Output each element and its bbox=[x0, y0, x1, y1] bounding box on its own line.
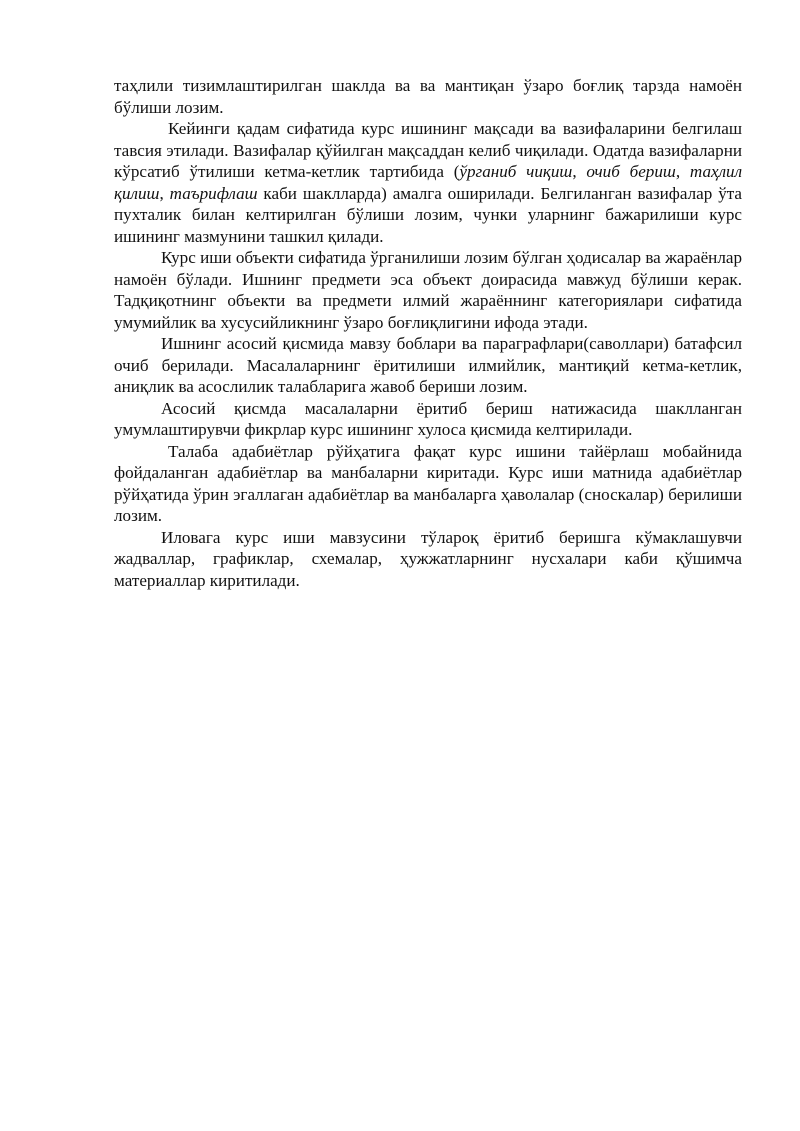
paragraph-7: Иловага курс иши мавзусини тўлароқ ёритиб беришга кўмаклашувчи жадваллар, графиклар, схемалар, ҳужжатларнинг нусхалари каби қўшимча материаллар киритилади. bbox=[114, 527, 742, 590]
separator-2: , bbox=[675, 162, 690, 181]
paragraph-1: таҳлили тизимлаштирилган шаклда ва ва мантиқан ўзаро боғлиқ тарзда намоён бўлиши лозим. bbox=[114, 76, 742, 117]
paragraph-5: Асосий қисмда масалаларни ёритиб бериш натижасида шаклланган умумлаштирувчи фикрлар курс ишининг хулоса қисмида келтирилади. bbox=[114, 398, 742, 439]
italic-term-4: таърифлаш bbox=[169, 183, 258, 203]
paragraph-2-text-a: Кейинги қадам сифатида курс ишининг мақсади ва вазифаларини белгилаш тавсия этилади. Вазифалар қўйилган мақсаддан келиб чиқилади. Одатда вазифаларни кўрсатиб ўтилиши кетма-кетлик тартибида ( bbox=[114, 119, 742, 181]
paragraph-3: Курс иши объекти сифатида ўрганилиши лозим бўлган ҳодисалар ва жараёнлар намоён бўлади. Ишнинг предмети эса объект доирасида мавжуд бўлиши керак. Тадқиқотнинг объекти ва предмети илмий жараённинг категориялари сифатида умумийлик ва хусусийликнинг ўзаро боғлиқлигини ифода этади. bbox=[114, 248, 742, 332]
paragraph-6: Талаба адабиётлар рўйҳатига фақат курс ишини тайёрлаш мобайнида фойдаланган адабиётлар ва манбаларни киритади. Курс иши матнида адабиётлар рўйҳатида ўрин эгаллаган адабиётлар ва манбаларга ҳаволалар (сноскалар) берилиши лозим. bbox=[114, 441, 742, 525]
paragraph-4: Ишнинг асосий қисмида мавзу боблари ва параграфлари(саволлари) батафсил очиб берилади. Масалаларнинг ёритилиши илмийлик, мантиқий кетма-кетлик, аниқлик ва асослилик талабларига жавоб бериши лозим. bbox=[114, 334, 742, 396]
document-page bbox=[114, 75, 742, 591]
italic-term-2: очиб бериш bbox=[586, 162, 676, 181]
separator-1: , bbox=[572, 162, 587, 181]
separator-3: , bbox=[159, 183, 170, 203]
italic-term-1: ўрганиб чиқиш bbox=[459, 162, 573, 181]
italic-term-3: таҳлил қилиш bbox=[114, 162, 743, 203]
paragraph-2-text-b: каби шаклларда) амалга оширилади. Белгиланган вазифалар ўта пухталик билан келтирилган бўлиши лозим, чунки уларнинг бажарилиши курс ишининг мазмунини ташкил қилади. bbox=[114, 183, 743, 246]
paragraph-2 bbox=[114, 118, 742, 247]
